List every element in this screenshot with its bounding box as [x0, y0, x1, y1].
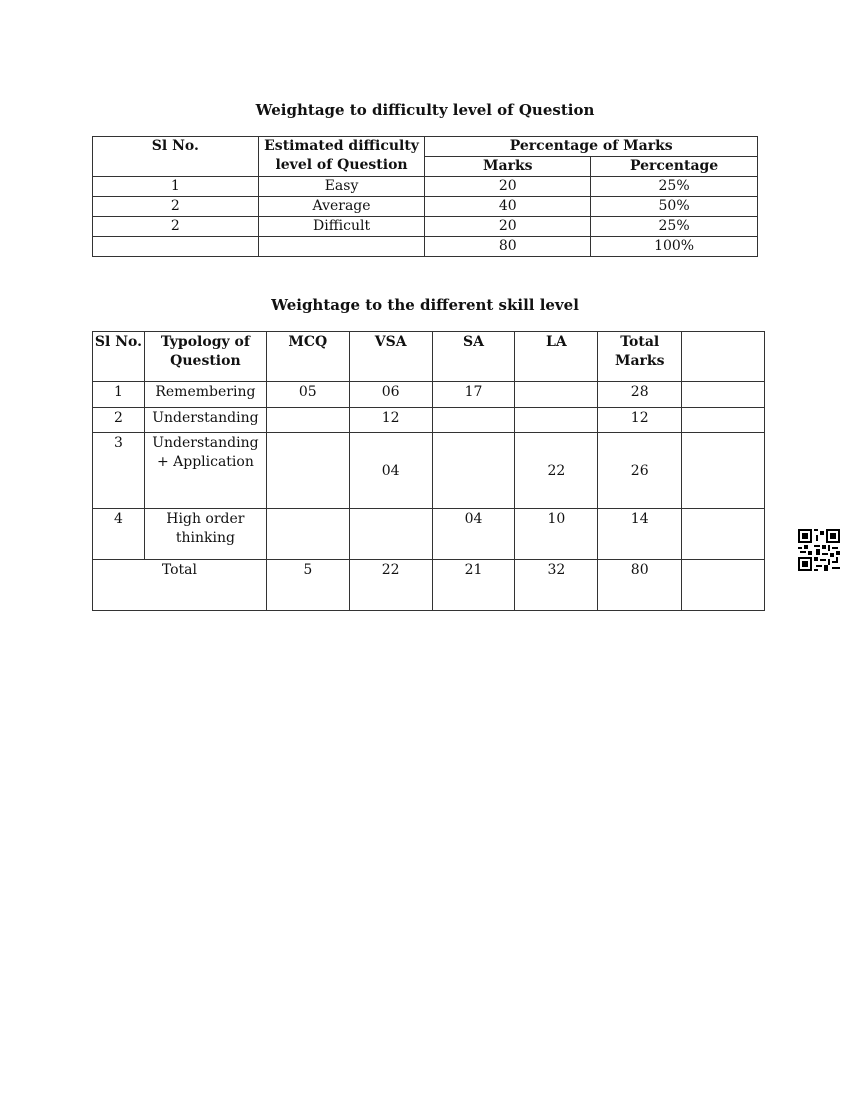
- cell-mcq: [266, 509, 349, 560]
- cell-vsa: 06: [349, 382, 432, 408]
- cell-percentage: 25%: [591, 217, 758, 237]
- cell-vsa: 12: [349, 408, 432, 433]
- cell-sl: 4: [93, 509, 145, 560]
- table-row: [93, 509, 765, 560]
- table-row: [93, 177, 758, 197]
- table-row: [93, 237, 758, 257]
- cell-total: 14: [598, 509, 682, 560]
- cell-typology: Understanding + Application: [144, 433, 266, 509]
- cell-extra: [682, 382, 765, 408]
- cell-sl: [93, 237, 259, 257]
- cell-mcq: 05: [266, 382, 349, 408]
- cell-la: 22: [515, 433, 598, 509]
- cell-total: 12: [598, 408, 682, 433]
- cell-sl: 2: [93, 217, 259, 237]
- cell-marks: 40: [425, 197, 591, 217]
- total-row: [93, 560, 765, 611]
- cell-vsa: [349, 509, 432, 560]
- header-sl-no: Sl No.: [93, 137, 259, 177]
- cell-sa: 04: [432, 509, 515, 560]
- skill-table-title: Weightage to the different skill level: [271, 296, 579, 314]
- cell-mcq: [266, 408, 349, 433]
- header-percentage: Percentage: [591, 157, 758, 177]
- cell-la: [515, 382, 598, 408]
- cell-vsa: 04: [349, 433, 432, 509]
- qr-code-icon: [798, 529, 840, 571]
- cell-extra: [682, 509, 765, 560]
- header-la: LA: [515, 332, 598, 382]
- cell-extra: [682, 560, 765, 611]
- cell-total: 80: [598, 560, 682, 611]
- table-row: [93, 197, 758, 217]
- cell-sl: 2: [93, 408, 145, 433]
- skill-table: [92, 331, 765, 611]
- cell-la: 32: [515, 560, 598, 611]
- difficulty-table-title: Weightage to difficulty level of Question: [255, 101, 595, 119]
- cell-la: [515, 408, 598, 433]
- cell-level: Average: [258, 197, 425, 217]
- cell-total: 26: [598, 433, 682, 509]
- cell-marks: 20: [425, 177, 591, 197]
- header-typology: Typology of Question: [144, 332, 266, 382]
- cell-total: 28: [598, 382, 682, 408]
- difficulty-table: [92, 136, 758, 257]
- cell-sl: 2: [93, 197, 259, 217]
- cell-sa: 21: [432, 560, 515, 611]
- header-total-marks: Total Marks: [598, 332, 682, 382]
- cell-percentage: 25%: [591, 177, 758, 197]
- cell-extra: [682, 433, 765, 509]
- header-sa: SA: [432, 332, 515, 382]
- cell-level: [258, 237, 425, 257]
- header-difficulty-level: Estimated difficulty level of Question: [258, 137, 425, 177]
- cell-sl: 3: [93, 433, 145, 509]
- cell-percentage: 50%: [591, 197, 758, 217]
- cell-sa: 17: [432, 382, 515, 408]
- cell-sl: 1: [93, 177, 259, 197]
- cell-level: Difficult: [258, 217, 425, 237]
- cell-typology: High order thinking: [144, 509, 266, 560]
- cell-sl: 1: [93, 382, 145, 408]
- cell-typology: Remembering: [144, 382, 266, 408]
- cell-sa: [432, 433, 515, 509]
- cell-level: Easy: [258, 177, 425, 197]
- header-marks: Marks: [425, 157, 591, 177]
- header-mcq: MCQ: [266, 332, 349, 382]
- header-sl: Sl No.: [93, 332, 145, 382]
- cell-la: 10: [515, 509, 598, 560]
- header-percentage-of-marks: Percentage of Marks: [425, 137, 758, 157]
- table-row: [93, 217, 758, 237]
- cell-total-label: Total: [93, 560, 267, 611]
- cell-marks: 80: [425, 237, 591, 257]
- cell-percentage: 100%: [591, 237, 758, 257]
- header-vsa: VSA: [349, 332, 432, 382]
- table-row: [93, 408, 765, 433]
- header-extra: [682, 332, 765, 382]
- cell-typology: Understanding: [144, 408, 266, 433]
- cell-mcq: 5: [266, 560, 349, 611]
- table-row: [93, 382, 765, 408]
- cell-sa: [432, 408, 515, 433]
- cell-vsa: 22: [349, 560, 432, 611]
- table-row: [93, 433, 765, 509]
- cell-extra: [682, 408, 765, 433]
- cell-marks: 20: [425, 217, 591, 237]
- cell-mcq: [266, 433, 349, 509]
